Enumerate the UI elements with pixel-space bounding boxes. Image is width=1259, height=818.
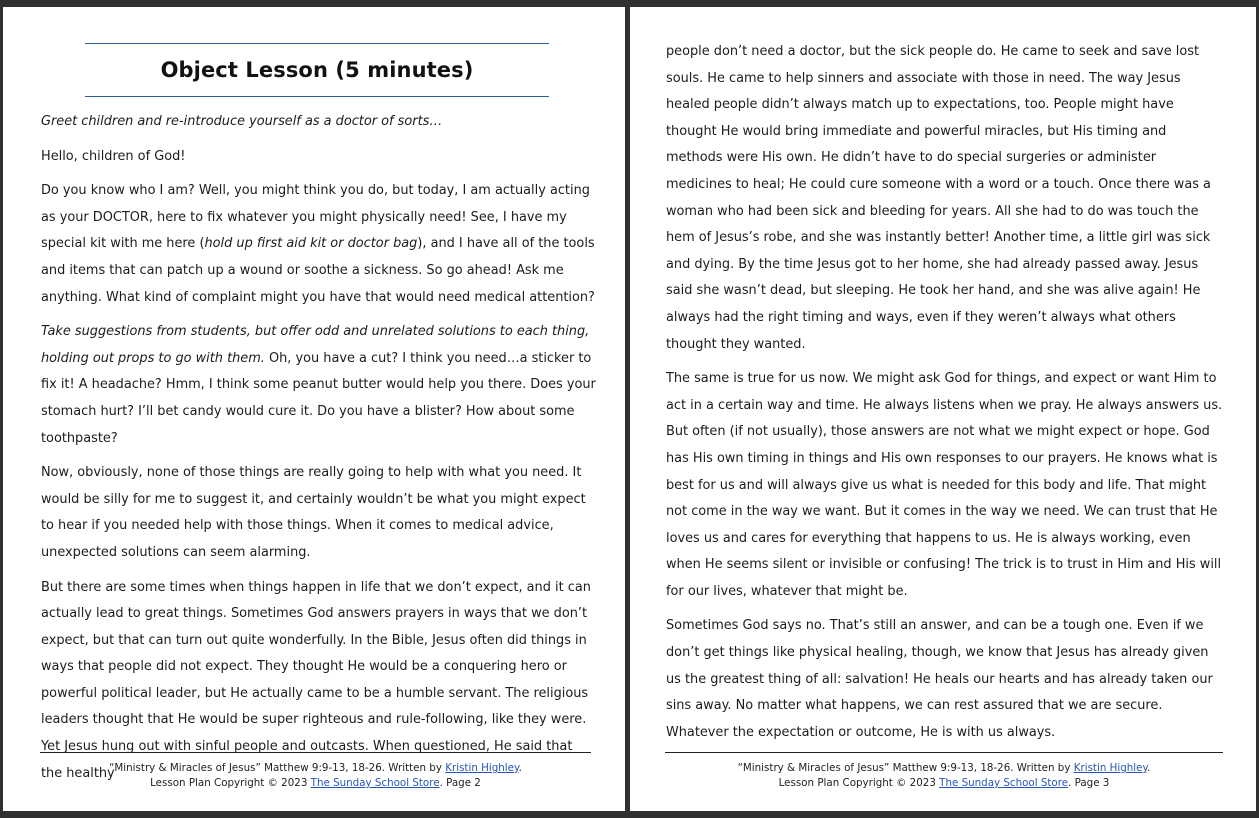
stage-direction-inline: Take suggestions from students, but offer odd and unrelated solutions to each thing, holding out props to go with them. [41,324,590,366]
footer-copyright: Lesson Plan Copyright © 2023 [778,777,940,789]
store-link[interactable]: The Sunday School Store [310,777,440,789]
author-link[interactable]: Kristin Highley [1073,762,1148,774]
page-footer [40,752,591,802]
paragraph-text: Do you know who I am? Well, you might think you do, but today, I am actually acting as your DOCTOR, here to fix whatever you might physically need! See, I have my special kit with me here ( [41,183,590,252]
paragraph-text: ), and I have all of the tools and items that can patch up a wound or soothe a sickness. So go ahead! Ask me anything. What kind of complaint might you have that would need medical attention? [41,236,595,305]
body-paragraph: people don’t need a doctor, but the sick people do. He came to seek and save lost souls. He came to help sinners and associate with those in need. The way Jesus healed people didn’t always match up to expectations, too. People might have thought He would bring immediate and powerful miracles, but His timing and methods were His own. He didn’t have to do special surgeries or administer medicines to heal; He could cure someone with a word or a touch. Once there was a woman who had been sick and bleeding for years. All she had to do was touch the hem of Jesus’s robe, and she was instantly better! Another time, a little girl was sick and dying. By the time Jesus got to her home, she had already passed away. Jesus said she wasn’t dead, but sleeping. He took her hand, and she was alive again! He always had the right timing and ways, even if they weren’t always what others thought they wanted. [666,44,1211,352]
right-page-body [666,39,1224,754]
stage-direction: Greet children and re-introduce yourself as a doctor of sorts… [41,114,443,129]
store-link[interactable]: The Sunday School Store [939,777,1069,789]
footer-line-2 [40,776,591,791]
page-3 [630,7,1256,811]
page-number: . Page 3 [1068,777,1110,789]
footer-punct: . [1147,762,1151,774]
footer-credit: “Ministry & Miracles of Jesus” Matthew 9:9-13, 18-26. Written by [737,762,1074,774]
section-title-block [85,43,549,97]
footer-line-1 [665,761,1223,776]
footer-punct: . [518,762,522,774]
page-number: . Page 2 [439,777,481,789]
author-link[interactable]: Kristin Highley [445,762,519,774]
left-page-body [41,109,597,795]
footer-copyright: Lesson Plan Copyright © 2023 [150,777,311,789]
body-paragraph [41,319,597,452]
page-footer [665,752,1223,802]
section-title: Object Lesson (5 minutes) [160,58,474,82]
body-paragraph: Now, obviously, none of those things are really going to help with what you need. It would be silly for me to suggest it, and certainly wouldn’t be what you might expect to hear if you needed help with those things. When it comes to medical advice, unexpected solutions can seem alarming. [41,465,586,560]
body-paragraph: Hello, children of God! [41,148,186,164]
body-paragraph: The same is true for us now. We might ask God for things, and expect or want Him to act in a certain way and time. He always listens when we pray. He always answers us. But often (if not usually), those answers are not what we might expect or hope. God has His own timing in things and His own responses to our prayers. He knows what is best for us and will always give us what is needed for this body and life. That might not come in the way we want. But it comes in the way we need. We can trust that He loves us and cares for everything that happens to us. He is always working, even when He seems silent or invisible or confusing! The trick is to trust in Him and His will for our lives, whatever that might be. [666,371,1223,599]
body-paragraph: Sometimes God says no. That’s still an answer, and can be a tough one. Even if we don’t get things like physical healing, though, we know that Jesus has already given us the greatest thing of all: salvation! He heals our hearts and has already taken our sins away. No matter what happens, we can rest assured that we are secure. Whatever the expectation or outcome, He is with us always. [666,618,1213,740]
stage-direction-inline: hold up first aid kit or doctor bag [204,236,418,252]
page-2 [3,7,625,811]
paragraph-text: Oh, you have a cut? I think you need…a sticker to fix it! A headache? Hmm, I think some peanut butter would help you there. Does your stomach hurt? I’ll bet candy would cure it. Do you have a blister? How about some toothpaste? [41,350,596,446]
footer-line-1 [40,761,591,776]
body-paragraph: But there are some times when things happen in life that we don’t expect, and it can actually lead to great things. Sometimes God answers prayers in ways that we don’t expect, but that can turn out quite wonderfully. In the Bible, Jesus often did things in ways that people did not expect. They thought He would be a conquering hero or powerful political leader, but He actually came to be a humble servant. The religious leaders thought that He would be super righteous and rule-following, like they were. Yet Jesus hung out with sinful people and outcasts. When questioned, He said that the healthy [41,579,591,781]
footer-line-2 [665,776,1223,791]
body-paragraph [41,178,597,311]
footer-credit: “Ministry & Miracles of Jesus” Matthew 9:9-13, 18-26. Written by [109,762,446,774]
